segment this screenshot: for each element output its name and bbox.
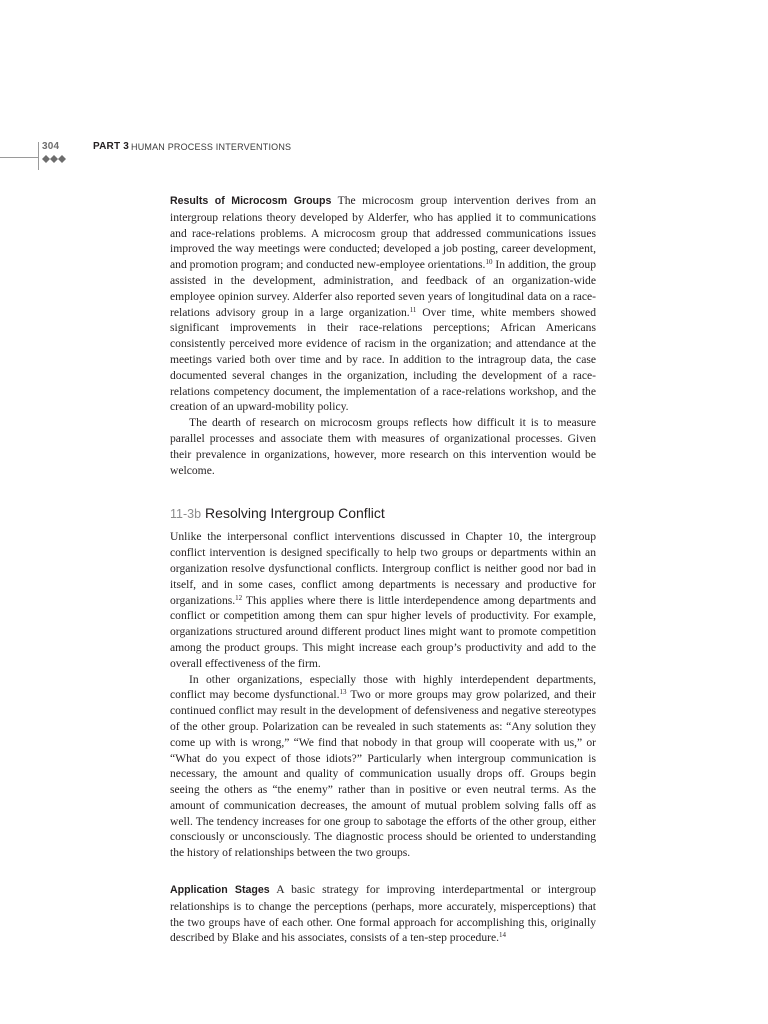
part-title: HUMAN PROCESS INTERVENTIONS bbox=[131, 142, 292, 152]
text-run: In addition, the group assisted in the development, administration, and feedback of an organization-wide employee opinion survey. Alderfer also reported seven years of longitudinal data on a race-relations advisory group in a large organization. bbox=[170, 258, 596, 319]
paragraph-dysfunctional-conflict bbox=[170, 672, 596, 862]
paragraph-microcosm-results bbox=[170, 193, 596, 415]
text-run: Over time, white members showed significant improvements in their race-relations perceptions; African Americans consistently perceived more evidence of racism in the organization; and attendance at the meetings varied both over time and by race. In addition to the intragroup data, the case documented several changes in the organization, including the development of a race-relations competency document, the implementation of a race-relations workshop, and the creation of an upward-mobility policy. bbox=[170, 305, 596, 414]
run-in-heading-microcosm: Results of Microcosm Groups bbox=[170, 195, 332, 207]
endnote-ref: 11 bbox=[409, 305, 417, 314]
text-run: A basic strategy for improving interdepartmental or intergroup relationships is to change the perceptions (perhaps, more accurately, misperceptions) that the two groups have of each other. One formal approach for accomplishing this, originally described by Blake and his associates, consists of a ten-step procedure. bbox=[170, 883, 597, 945]
section-title: Resolving Intergroup Conflict bbox=[205, 505, 385, 522]
paragraph-dearth-of-research: The dearth of research on microcosm groups reflects how difficult it is to measure parallel processes and associate them with measures of organizational processes. Given their prevalence in organizations, however, more research on this intervention would be welcome. bbox=[170, 416, 596, 477]
paragraph-application-stages bbox=[170, 882, 596, 946]
endnote-ref: 12 bbox=[235, 593, 243, 602]
text-run: This applies where there is little interdependence among departments and conflict or competition among them can spur higher levels of productivity. For example, organizations structured around different product lines might want to promote competition among the product groups. This might increase each group’s productivity and add to the overall effectiveness of the firm. bbox=[170, 593, 596, 670]
part-label: PART 3 bbox=[93, 141, 130, 152]
endnote-ref: 10 bbox=[485, 258, 493, 267]
header-rule bbox=[0, 157, 38, 158]
section-number: 11-3b bbox=[170, 507, 202, 522]
page-body bbox=[170, 193, 596, 946]
text-run: In other organizations, especially those with highly interdependent departments, conflict may become dysfunctional. bbox=[170, 672, 596, 702]
diamond-ornament-icon bbox=[42, 155, 66, 163]
page-number: 304 bbox=[42, 141, 60, 152]
running-header bbox=[0, 140, 768, 172]
text-run: Unlike the interpersonal conflict interventions discussed in Chapter 10, the intergroup conflict intervention is designed specifically to help two groups or departments within an organization resolve dysfunctional conflicts. Intergroup conflict is neither good nor bad in itself, and in some cases, conflict among departments is necessary and productive for organizations. bbox=[170, 530, 596, 607]
section-heading bbox=[170, 504, 596, 523]
endnote-ref: 13 bbox=[339, 688, 347, 697]
header-divider bbox=[38, 142, 39, 170]
run-in-heading-application: Application Stages bbox=[170, 884, 270, 897]
text-run: Two or more groups may grow polarized, and their continued conflict may result in the development of defensiveness and negative stereotypes of the other group. Polarization can be revealed in such statements as: “Any solution they come up with is wrong,” “We find that nobody in that group will cooperate with us,” or “What do you expect of those idiots?” Particularly when intergroup communication is necessary, the amount and quality of communication usually drops off. Groups begin seeing the others as “the enemy” rather than in positive or even neutral terms. As the amount of communication decreases, the amount of mutual problem solving falls off as well. The tendency increases for one group to sabotage the efforts of the other group, either consciously or unconsciously. The diagnostic process should be oriented to understanding the history of relationships between the two groups. bbox=[170, 688, 596, 860]
text-run: The microcosm group intervention derives from an intergroup relations theory developed by Alderfer, who has applied it to communications and race-relations problems. A microcosm group that addressed communications issues improved the way meetings were conducted; developed a job posting, career development, and promotion program; and conducted new-employee orientations. bbox=[170, 194, 596, 272]
endnote-ref: 14 bbox=[499, 931, 507, 940]
paragraph-intergroup-intro bbox=[170, 529, 596, 671]
paragraph-gap bbox=[170, 861, 596, 882]
